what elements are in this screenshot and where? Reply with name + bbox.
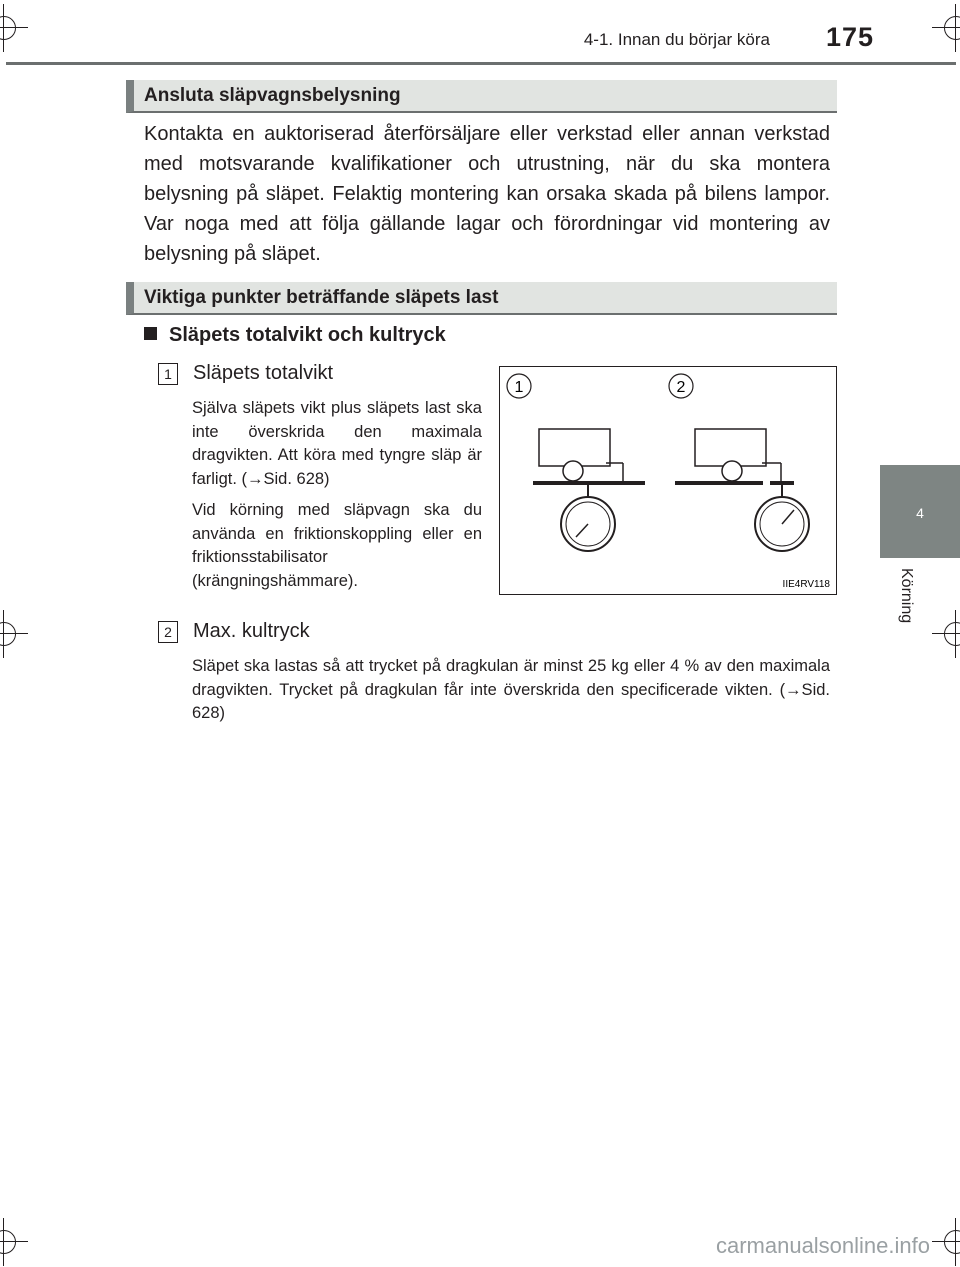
item-paragraph: Vid körning med släpvagn ska du använda en friktionskoppling eller en friktionsstabilisator (krängningshämmare).: [192, 501, 482, 590]
section-body-lighting: Kontakta en auktoriserad återförsäljare eller verkstad eller annan verkstad med motsvarande kvalifikationer och utrustning, när du ska montera belysning på släpet. Felaktig montering kan orsaka skada på bilens lampor. Var noga med att följa gällande lagar och förordningar vid montering av belysning på släpet.: [144, 123, 830, 265]
section-heading-text: Ansluta släpvagnsbelysning: [144, 85, 401, 106]
subheading-text: Släpets totalvikt och kultryck: [169, 324, 446, 346]
header-rule: [6, 62, 956, 65]
item-paragraph: Själva släpets vikt plus släpets last ska inte överskrida den maximala dragvikten. Att köra med tyngre släp är farligt. (→Sid. 628): [192, 399, 482, 488]
item-title: Släpets totalvikt: [193, 362, 334, 384]
subheading: [144, 324, 446, 347]
crop-mark-icon: [0, 16, 16, 40]
page-number: 175: [826, 22, 875, 52]
trailer-weight-figure: [499, 366, 837, 595]
crop-mark-icon: [944, 622, 960, 646]
figure-label: 1: [514, 379, 524, 396]
item-description: [192, 397, 482, 601]
item-description: [192, 655, 830, 734]
section-heading-text: Viktiga punkter beträffande släpets last: [144, 287, 499, 308]
item-paragraph: Släpet ska lastas så att trycket på dragkulan är minst 25 kg eller 4 % av den maximala dragvikten. Trycket på dragkulan får inte överskrida den specificerade vikten. (→Sid. 628): [192, 657, 830, 722]
running-header: 4-1. Innan du börjar köra: [583, 30, 770, 49]
chapter-tab-label: Körning: [898, 568, 915, 624]
chapter-tab-number: 4: [916, 505, 924, 521]
section-heading-load: [126, 282, 837, 315]
watermark: carmanualsonline.info: [715, 1233, 930, 1258]
section-heading-lighting: [126, 80, 837, 113]
figure-label: 2: [676, 379, 686, 396]
figure-code: IIE4RV118: [782, 579, 830, 590]
square-bullet-icon: [144, 327, 157, 340]
crop-mark-icon: [944, 1230, 960, 1254]
item-number-badge: 2: [158, 621, 178, 643]
crop-mark-icon: [944, 16, 960, 40]
crop-mark-icon: [0, 1230, 16, 1254]
item-number-badge: 1: [158, 363, 178, 385]
item-title: Max. kultryck: [193, 620, 310, 642]
trailer-weight-illustration: [500, 367, 836, 594]
crop-mark-icon: [0, 622, 16, 646]
